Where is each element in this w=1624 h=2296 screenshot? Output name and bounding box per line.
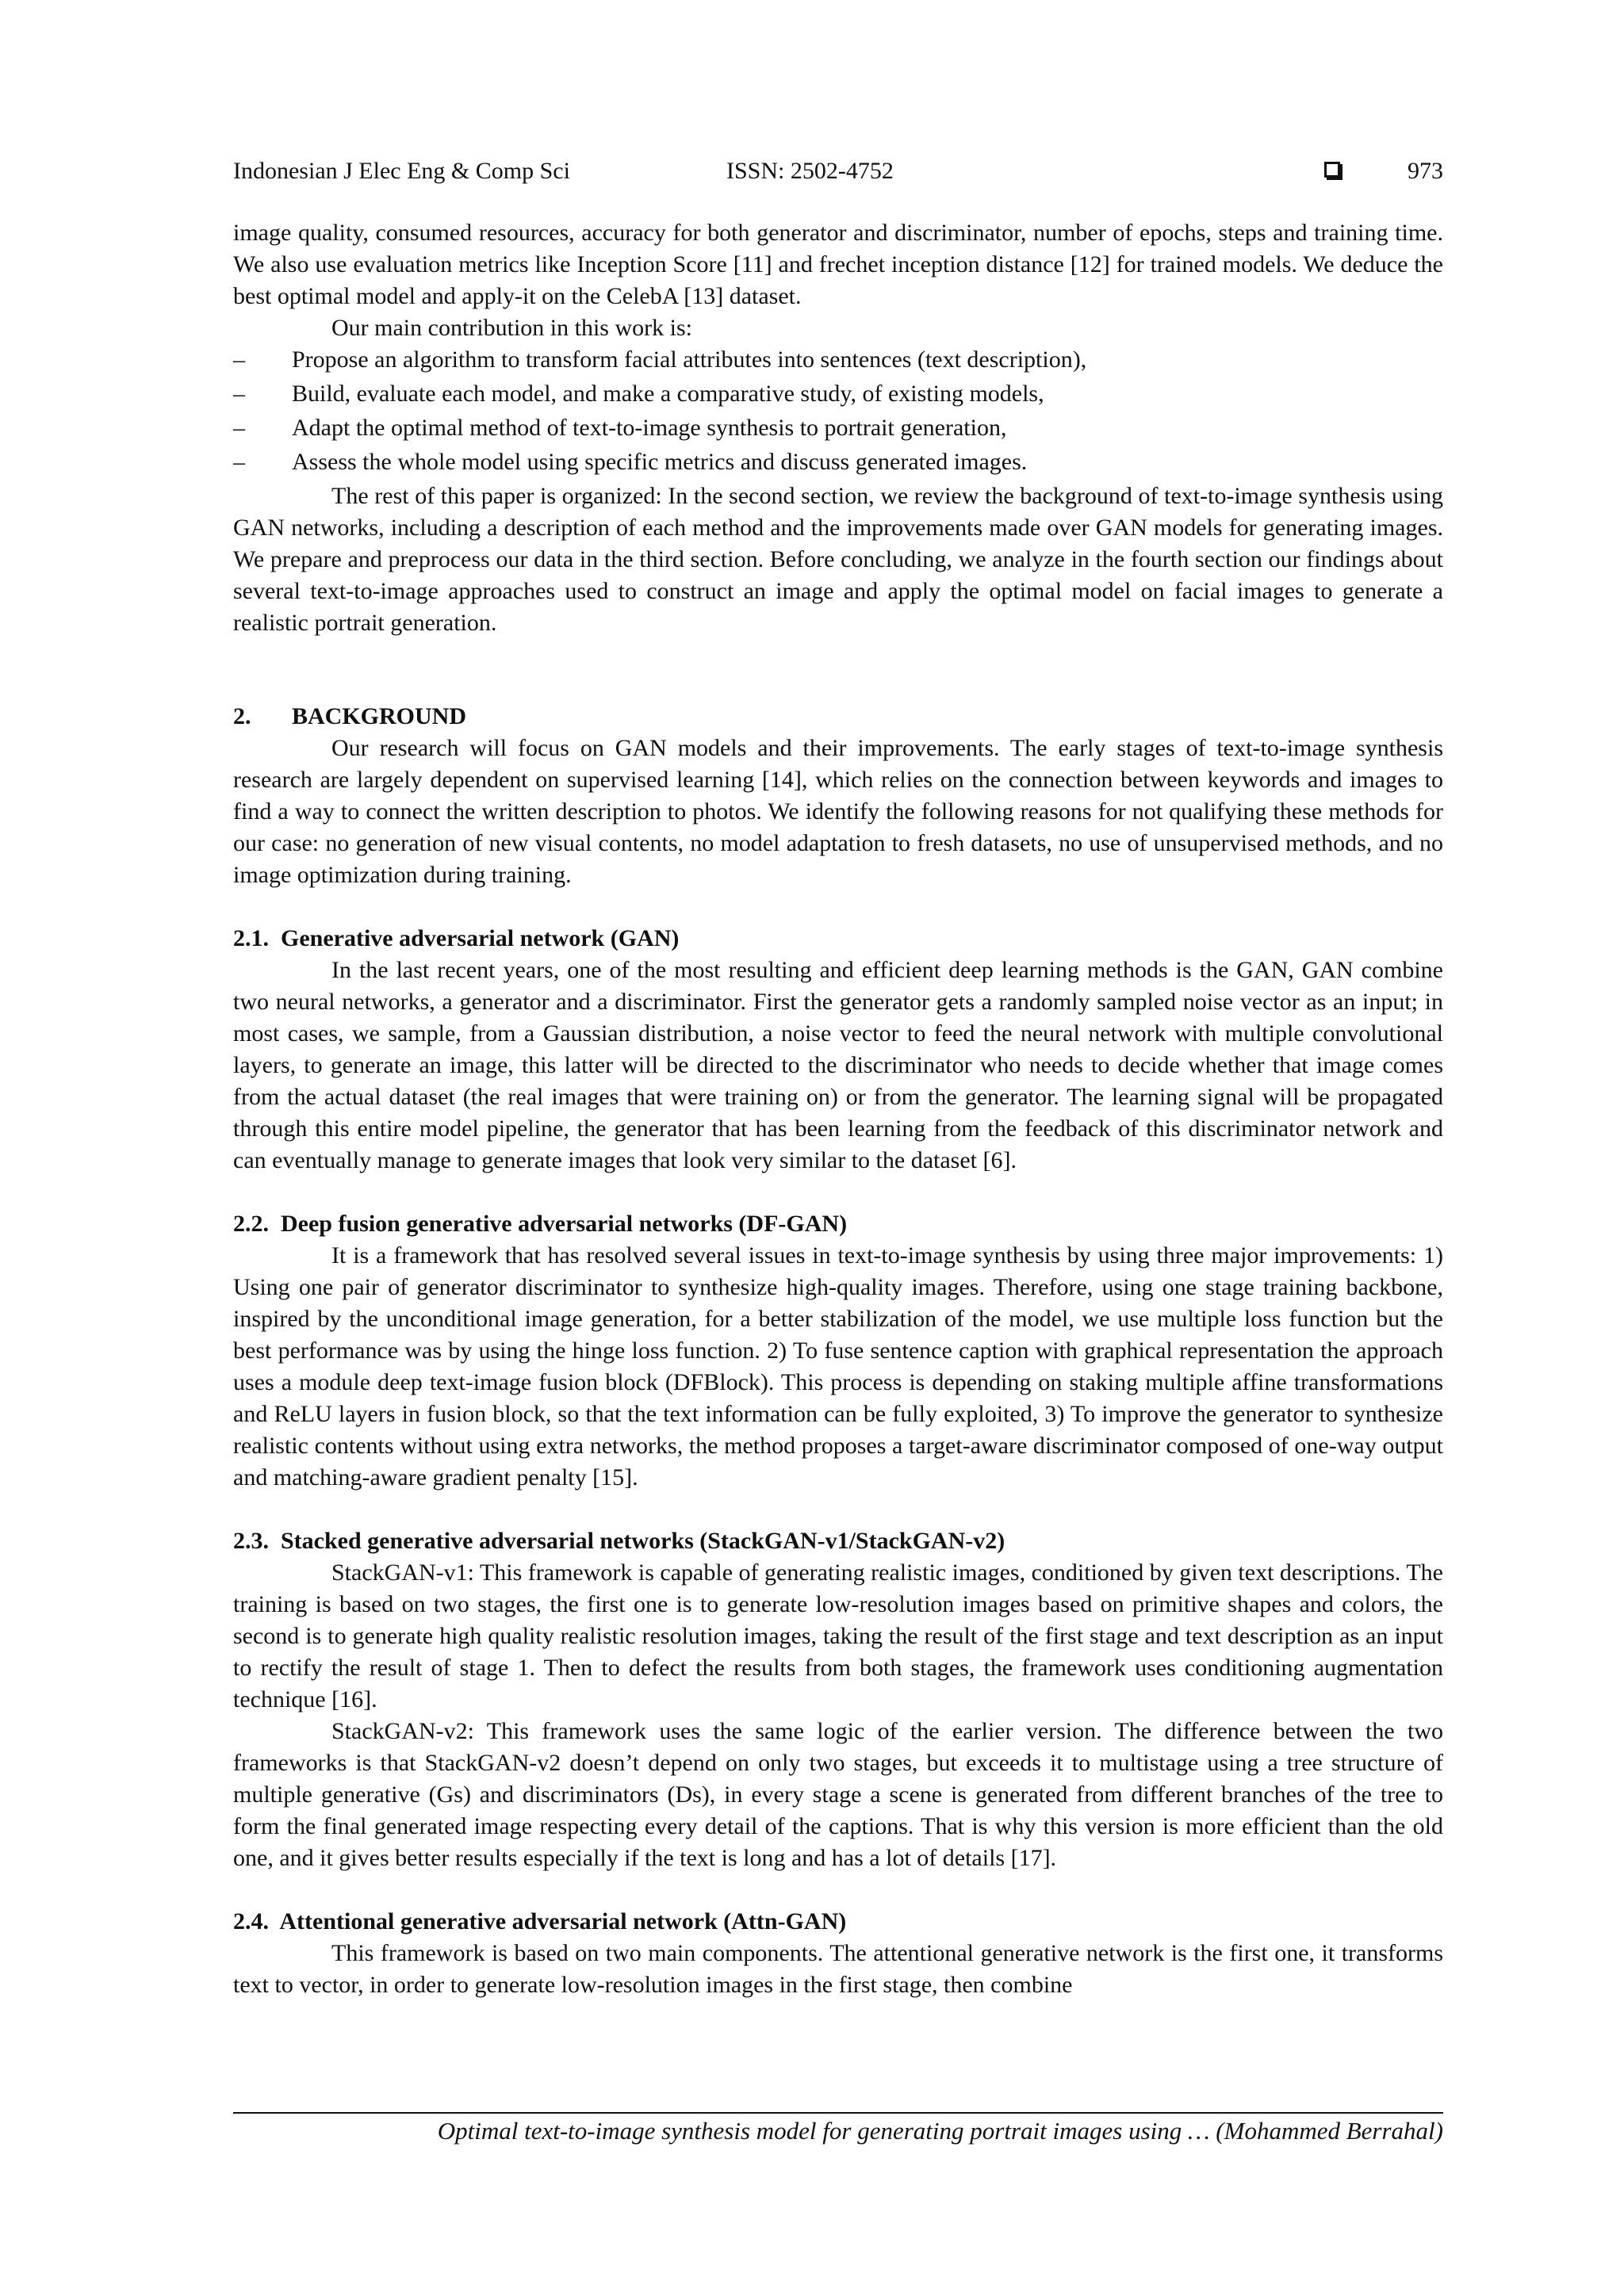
dash-bullet: – [233,415,245,441]
subsection-heading [233,1906,1443,1938]
subsection-title: Deep fusion generative adversarial networks (DF-GAN) [281,1211,848,1237]
subsection-number: 2.1. [233,925,269,951]
list-item [233,378,1443,410]
subsection-heading [233,923,1443,955]
organization-paragraph: The rest of this paper is organized: In the second section, we review the background of text-to-image synthesis using GAN networks, including a description of each method and the improvements made over GAN models for generating images. We prepare and preprocess our data in the third section. Before concluding, we analyze in the fourth section our findings about several text-to-image approaches used to construct an image and apply the optimal model on facial images to generate a realistic portrait generation. [233,483,1443,636]
subsection-title: Attentional generative adversarial network (Attn-GAN) [279,1908,847,1934]
subsection-number: 2.4. [233,1908,269,1934]
contribution-list [233,344,1443,478]
list-item-text: Adapt the optimal method of text-to-image synthesis to portrait generation, [292,415,1007,441]
list-item-text: Build, evaluate each model, and make a comparative study, of existing models, [292,381,1044,407]
subsection-paragraph: It is a framework that has resolved several issues in text-to-image synthesis by using three major improvements: 1) Using one pair of generator discriminator to synthesize high-quality images. Therefore, using one stage training backbone, inspired by the unconditional image generation, for a better stabilization of the model, we use multiple loss function but the best performance was by using the hinge loss function. 2) To fuse sentence caption with graphical representation the approach uses a module deep text-image fusion block (DFBlock). This process is depending on staking multiple affine transformations and ReLU layers in fusion block, so that the text information can be fully exploited, 3) To improve the generator to synthesize realistic contents without using extra networks, the method proposes a target-aware discriminator composed of one-way output and matching-aware gradient penalty [15]. [233,1242,1443,1490]
section-title: BACKGROUND [292,703,467,729]
dash-bullet: – [233,346,245,373]
footer-rule [233,2112,1443,2114]
subsection-paragraph: StackGAN-v2: This framework uses the same logic of the earlier version. The difference between the two frameworks is that StackGAN-v2 doesn’t depend on only two stages, but exceeds it to multistage using a tree structure of multiple generative (Gs) and discriminators (Ds), in every stage a scene is generated from different branches of the tree to form the final generated image respecting every detail of the captions. That is why this version is more efficient than the old one, and it gives better results especially if the text is long and has a lot of details [17]. [233,1718,1443,1871]
dash-bullet: – [233,381,245,407]
subsection-paragraph: StackGAN-v1: This framework is capable of generating realistic images, conditioned by given text descriptions. The training is based on two stages, the first one is to generate low-resolution images based on primitive shapes and colors, the second is to generate high quality realistic resolution images, taking the result of the first stage and text description as an input to rectify the result of stage 1. Then to defect the results from both stages, the framework uses conditioning augmentation technique [16]. [233,1559,1443,1712]
dash-bullet: – [233,449,245,475]
journal-name: Indonesian J Elec Eng & Comp Sci [233,158,570,184]
subsection-title: Generative adversarial network (GAN) [281,925,680,951]
page-header [233,155,1443,187]
running-footer: Optimal text-to-image synthesis model for generating portrait images using … (Mohammed Berrahal) [437,2117,1443,2145]
issn: ISSN: 2502-4752 [726,158,894,184]
contribution-lead: Our main contribution in this work is: [331,315,692,341]
list-item [233,344,1443,376]
section-number: 2. [233,703,251,729]
square-bullet-icon [1324,162,1340,178]
subsection-title: Stacked generative adversarial networks (StackGAN-v1/StackGAN-v2) [281,1528,1005,1554]
subsection-heading [233,1525,1443,1557]
intro-paragraph: image quality, consumed resources, accuracy for both generator and discriminator, number of epochs, steps and training time. We also use evaluation metrics like Inception Score [11] and frechet inception distance [12] for trained models. We deduce the best optimal model and apply-it on the CelebA [13] dataset. [233,220,1443,309]
list-item [233,446,1443,478]
page-number: 973 [1408,158,1443,184]
list-item [233,412,1443,444]
background-paragraph: Our research will focus on GAN models and their improvements. The early stages of text-to-image synthesis research are largely dependent on supervised learning [14], which relies on the connection between keywords and images to find a way to connect the written description to photos. We identify the following reasons for not qualifying these methods for our case: no generation of new visual contents, no model adaptation to fresh datasets, no use of unsupervised methods, and no image optimization during training. [233,735,1443,888]
list-item-text: Propose an algorithm to transform facial attributes into sentences (text description), [292,346,1087,373]
subsection-paragraph: This framework is based on two main components. The attentional generative network is the first one, it transforms text to vector, in order to generate low-resolution images in the first stage, then combine [233,1940,1443,1998]
section-heading [233,701,1443,733]
subsection-heading [233,1208,1443,1240]
subsection-number: 2.3. [233,1528,269,1554]
subsection-number: 2.2. [233,1211,269,1237]
page-body [233,217,1443,2001]
subsection-paragraph: In the last recent years, one of the most resulting and efficient deep learning methods is the GAN, GAN combine two neural networks, a generator and a discriminator. First the generator gets a randomly sampled noise vector as an input; in most cases, we sample, from a Gaussian distribution, a noise vector to feed the neural network with multiple convolutional layers, to generate an image, this latter will be directed to the discriminator who needs to decide whether that image comes from the actual dataset (the real images that were training on) or from the generator. The learning signal will be propagated through this entire model pipeline, the generator that has been learning from the feedback of this discriminator network and can eventually manage to generate images that look very similar to the dataset [6]. [233,957,1443,1173]
list-item-text: Assess the whole model using specific metrics and discuss generated images. [292,449,1028,475]
